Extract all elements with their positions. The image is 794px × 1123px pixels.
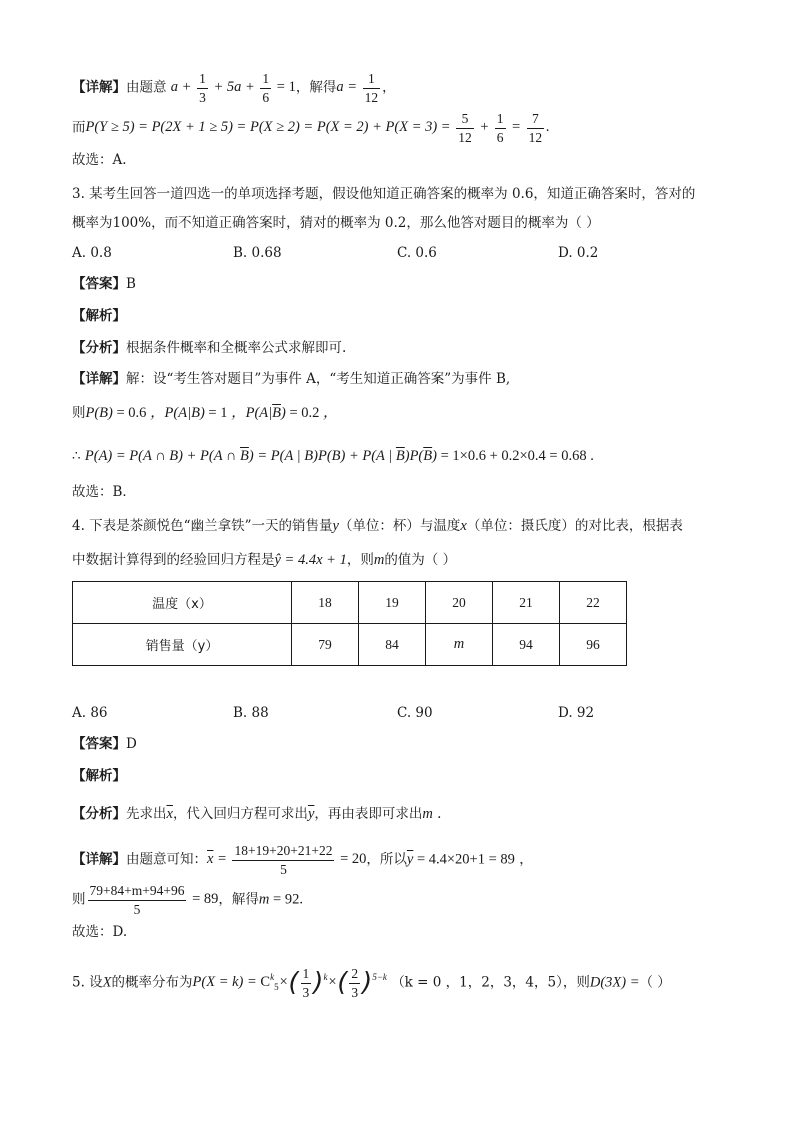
q4-option-a: A. 86 <box>72 705 108 721</box>
q4-choose: 故选：D. <box>72 924 128 940</box>
q4-stem-line1: 4. 下表是茶颜悦色“幽兰拿铁”一天的销售量y（单位：杯）与温度x（单位：摄氏度）的对比表，根据表 <box>72 518 683 534</box>
q3-stem-line2: 概率为100%，而不知道正确答案时，猜对的概率为 0.2，那么他答对题目的概率为（ ） <box>72 215 600 231</box>
q4-mean-equation: $\frac{79+84+m+94+96}{5}$ = 89 <box>89 883 219 917</box>
q2-equation: a + $\frac{1}{3}$ + 5a + $\frac{1}{6}$ = 1 <box>170 71 296 105</box>
q4-answer-line: 【答案】D <box>72 736 137 752</box>
q3-option-b: B. 0.68 <box>233 245 282 261</box>
table-cell: 22 <box>560 582 627 624</box>
q4-solve-line: 则 $\frac{79+84+m+94+96}{5}$ = 89，解得m = 92. <box>72 883 303 917</box>
table-cell: m <box>426 624 493 666</box>
q4-data-table <box>72 581 627 666</box>
q3-choose: 故选：B． <box>72 484 136 500</box>
q3-options <box>72 243 734 263</box>
q4-reason-line: 【分析】先求出$\overline{x}$，代入回归方程可求出$\overline{y}$，再由表即可求出m . <box>72 806 442 822</box>
q2-solution: a = $\frac{1}{12}$ <box>336 71 379 105</box>
table-row <box>73 582 627 624</box>
q3-given-line: 则P(B) = 0.6 ，P(A|B) = 1 ，$P(A|\overline{B}) = 0.2$ ， <box>72 405 338 421</box>
q2-probability-chain: P(Y ≥ 5) = P(2X + 1 ≥ 5) = P(X ≥ 2) = P(X = 2) + P(X = 3) = $\frac{5}{12}$ + $\frac{1}{6}$ = $\frac{7}{12}$ . <box>85 111 550 145</box>
reasoning-label: 【分析】 <box>72 340 126 356</box>
q3-answer: B <box>126 276 136 292</box>
q4-option-c: C. 90 <box>397 705 433 721</box>
q5-distribution: $P(X = k) = C^k_5\times$( $\frac{1}{3}$ )$^k$×( $\frac{2}{3}$ )$^{5-k}$ <box>192 966 387 1000</box>
q4-answer: D <box>126 736 137 752</box>
q3-reason-line: 【分析】根据条件概率和全概率公式求解即可. <box>72 340 347 356</box>
q5-variance-expr: D(3X) = <box>589 974 640 991</box>
q3-total-probability-line: ∴ P(A) = P(A ∩ B) + P(A ∩ $\overline{B}) = P(A$ | B)P(B) + P(A | $\overline{B})P(\overline{B}) = 1\times 0.6 + 0.2\times 0.4 = 0.68$ . <box>72 448 594 464</box>
q2-choose: 故选：A. <box>72 152 127 168</box>
q4-option-d: D. 92 <box>558 705 595 721</box>
table-header-temperature: 温度（x） <box>73 582 292 624</box>
q4-mean-x: $\overline{x}$ = $\frac{18+19+20+21+22}{5}$ = 20 <box>207 843 367 877</box>
q3-answer-line <box>72 274 734 294</box>
q3-option-c: C. 0.6 <box>397 245 437 261</box>
q3-option-a: A. 0.8 <box>72 245 112 261</box>
table-cell: 84 <box>359 624 426 666</box>
table-cell: 20 <box>426 582 493 624</box>
table-row <box>73 624 627 666</box>
q2-detail-line: 【详解】由题意 a + $\frac{1}{3}$ + 5a + $\frac{1}{6}$ = 1，解得a = $\frac{1}{12}$ ， <box>72 71 396 105</box>
q4-analysis-label: 【解析】 <box>72 768 126 784</box>
q4-detail-line: 【详解】由题意可知：$\overline{x}$ = $\frac{18+19+20+21+22}{5}$ = 20，所以$\overline{y} = 4.4\times 20+1 = 89$ ， <box>72 843 533 877</box>
answer-label: 【答案】 <box>72 276 126 292</box>
table-header-sales: 销售量（y） <box>73 624 292 666</box>
q3-analysis-label: 【解析】 <box>72 308 126 324</box>
table-cell: 19 <box>359 582 426 624</box>
q4-stem-line2: 中数据计算得到的经验回归方程是ŷ = 4.4x + 1，则m的值为（ ） <box>72 552 457 568</box>
detail-label: 【详解】 <box>72 79 126 96</box>
table-cell: 79 <box>292 624 359 666</box>
q4-regression-equation: ŷ = 4.4x + 1 <box>274 552 347 568</box>
q5-stem-line: 5. 设X的概率分布为$P(X = k) = C^k_5\times$( $\frac{1}{3}$ )$^k$×( $\frac{2}{3}$ )$^{5-k}$ （k = 0 ，1，2，3，4，5），则D(3X) =（ ） <box>72 966 671 1000</box>
q4-mean-y: $\overline{y} = 4.4\times 20+1 = 89$ <box>406 851 515 868</box>
q3-stem-line1: 3. 某考生回答一道四选一的单项选择考题，假设他知道正确答案的概率为 0.6，知道正确答案时，答对的 <box>72 186 696 202</box>
q4-solution: m = 92. <box>258 891 303 908</box>
q2-probability-line: 而P(Y ≥ 5) = P(2X + 1 ≥ 5) = P(X ≥ 2) = P(X = 2) + P(X = 3) = $\frac{5}{12}$ + $\frac{1}{6}$ = $\frac{7}{12}$ . <box>72 111 550 145</box>
q3-detail-line: 【详解】解：设“考生答对题目”为事件 A，“考生知道正确答案”为事件 B, <box>72 371 511 387</box>
q3-total-probability: P(A) = P(A ∩ B) + P(A ∩ $\overline{B}) = P(A$ | B)P(B) + P(A | $\overline{B})P(\overline{B}) = 1\times 0.6 + 0.2\times 0.4 = 0.68$ . <box>84 448 594 464</box>
q3-option-d: D. 0.2 <box>558 245 599 261</box>
q4-option-b: B. 88 <box>233 705 269 721</box>
table-cell: 94 <box>493 624 560 666</box>
q3-given-values: P(B) = 0.6 ，P(A|B) = 1 ，$P(A|\overline{B}) = 0.2$ ， <box>85 405 338 421</box>
table-cell: 21 <box>493 582 560 624</box>
table-cell: 18 <box>292 582 359 624</box>
q4-options <box>72 703 734 723</box>
table-cell: 96 <box>560 624 627 666</box>
